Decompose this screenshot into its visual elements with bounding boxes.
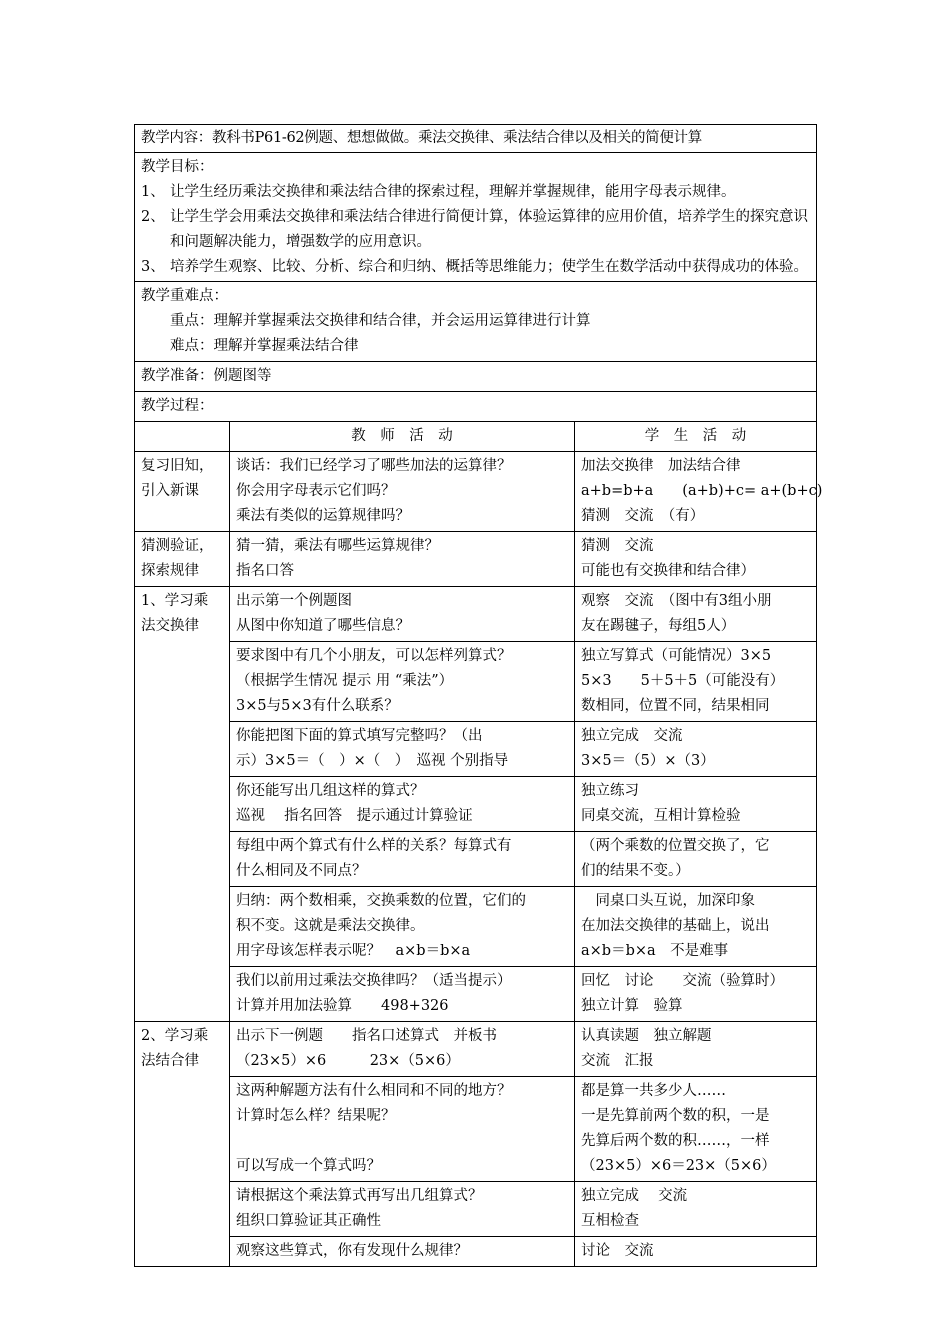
teacher-activity-line: 每组中两个算式有什么样的关系？每算式有 [236,838,512,854]
teacher-activity-cell [230,532,575,587]
teacher-activity-line: 我们以前用过乘法交换律吗？（适当提示） [236,973,512,989]
teacher-activity-line: 乘法有类似的运算规律吗？ [236,508,410,524]
student-activity-line: 一是先算前两个数的积，一是 [581,1108,770,1124]
teaching-content: 教学内容：教科书P61-62例题、想想做做。乘法交换律、乘法结合律以及相关的简便计算 [141,130,702,146]
student-activity-line: 同桌交流，互相计算检验 [581,808,741,824]
student-activity-line: 们的结果不变。） [581,863,690,879]
student-activity-cell [575,887,817,967]
stage-label: 法交换律 [141,618,199,634]
process-row [135,532,817,587]
process-row [135,887,817,967]
student-header: 学 生 活 动 [575,422,817,452]
process-row [135,642,817,722]
student-activity-line: 认真读题 独立解题 [581,1028,712,1044]
teacher-activity-cell [230,452,575,532]
teacher-activity-line: 这两种解题方法有什么相同和不同的地方？ [236,1083,512,1099]
teacher-activity-cell [230,1182,575,1237]
student-activity-line: 互相检查 [581,1213,639,1229]
student-activity-cell [575,1182,817,1237]
student-activity-cell [575,1077,817,1182]
teacher-activity-line: 3×5与5×3有什么联系？ [236,698,399,714]
stage-label: 复习旧知， [141,458,214,474]
teacher-activity-line: 你还能写出几组这样的算式？ [236,783,425,799]
teacher-activity-line: 可以写成一个算式吗？ [236,1158,381,1174]
teacher-activity-line: 要求图中有几个小朋友，可以怎样列算式？ [236,648,512,664]
teacher-activity-line: 你能把图下面的算式填写完整吗？（出 [236,728,483,744]
teacher-activity-line: 谈话：我们已经学习了哪些加法的运算律？ [236,458,512,474]
student-activity-line: 猜测 交流 （有） [581,508,705,524]
process-row [135,832,817,887]
student-activity-cell [575,967,817,1022]
teacher-activity-line: 计算并用加法验算 498+326 [236,998,449,1014]
teacher-activity-line: 从图中你知道了哪些信息？ [236,618,410,634]
stage-cell [135,1022,230,1267]
teacher-activity-line: 归纳：两个数相乘，交换乘数的位置，它们的 [236,893,526,909]
key-point-difficulty: 难点：理解并掌握乘法结合律 [170,338,359,354]
process-row [135,967,817,1022]
process-row [135,1022,817,1077]
student-activity-line: 观察 交流 （图中有3组小朋 [581,593,772,609]
student-activity-cell [575,587,817,642]
objective-item: 1、 让学生经历乘法交换律和乘法结合律的探索过程，理解并掌握规律，能用字母表示规律。 [141,184,736,200]
student-activity-line: 同桌口头互说，加深印象 [581,893,755,909]
process-row [135,722,817,777]
student-activity-line: 可能也有交换律和结合律） [581,563,755,579]
teacher-header: 教 师 活 动 [230,422,575,452]
student-activity-line: 5×3 5＋5＋5（可能没有） [581,673,785,689]
process-row [135,777,817,832]
teacher-activity-cell [230,887,575,967]
student-activity-cell [575,1022,817,1077]
student-activity-line: a×b＝b×a 不是难事 [581,943,729,959]
student-activity-line: 独立计算 验算 [581,998,683,1014]
process-title: 教学过程： [141,398,214,414]
teacher-activity-cell [230,777,575,832]
header-row [135,422,817,452]
key-points-row [135,282,817,362]
student-activity-line: 独立写算式（可能情况）3×5 [581,648,772,664]
student-activity-line: 数相同，位置不同，结果相同 [581,698,770,714]
student-activity-line: （23×5）×6＝23×（5×6） [581,1158,776,1174]
student-activity-line: 讨论 交流 [581,1243,654,1259]
stage-label: 法结合律 [141,1053,199,1069]
key-point-focus: 重点：理解并掌握乘法交换律和结合律，并会运用运算律进行计算 [170,313,591,329]
process-row [135,1182,817,1237]
student-activity-line: 都是算一共多少人…… [581,1083,726,1099]
teacher-activity-cell [230,1077,575,1182]
teacher-activity-line: 你会用字母表示它们吗？ [236,483,396,499]
student-activity-line: 在加法交换律的基础上，说出 [581,918,770,934]
student-activity-cell [575,1237,817,1267]
stage-cell [135,452,230,532]
teacher-activity-line: 巡视 指名回答 提示通过计算验证 [236,808,473,824]
objective-item: 3、 培养学生观察、比较、分析、综合和归纳、概括等思维能力；使学生在数学活动中获得成功的体验。 [141,259,808,275]
teacher-activity-line: （23×5）×6 23×（5×6） [236,1053,460,1069]
student-activity-line: 独立完成 交流 [581,728,683,744]
student-activity-line: 回忆 讨论 交流（验算时） [581,973,784,989]
student-activity-cell [575,777,817,832]
process-title-row [135,392,817,422]
teacher-activity-line: 组织口算验证其正确性 [236,1213,381,1229]
student-activity-cell [575,452,823,532]
stage-label: 1、学习乘 [141,593,209,609]
student-activity-line: 3×5＝（5）×（3） [581,753,715,769]
teacher-activity-line: 什么相同及不同点？ [236,863,367,879]
teacher-activity-line: 积不变。这就是乘法交换律。 [236,918,425,934]
student-activity-line: a+b=b+a (a+b)+c= a+(b+c) [581,483,823,499]
student-activity-cell [575,642,817,722]
process-row [135,587,817,642]
process-row [135,1237,817,1267]
lesson-plan [134,124,823,1267]
teacher-activity-line: 请根据这个乘法算式再写出几组算式？ [236,1188,483,1204]
teacher-activity-line: （根据学生情况 提示 用 “乘法”） [236,673,454,689]
teacher-activity-line [236,1129,568,1154]
teacher-activity-line: 计算时怎么样？结果呢？ [236,1108,396,1124]
process-row [135,452,817,532]
teaching-prep: 教学准备：例题图等 [141,368,272,384]
objectives-title: 教学目标： [141,159,214,175]
teacher-activity-cell [230,722,575,777]
teacher-activity-line: 指名口答 [236,563,294,579]
teacher-activity-cell [230,1237,575,1267]
student-activity-line: （两个乘数的位置交换了，它 [581,838,770,854]
stage-header-cell [135,422,230,452]
teacher-activity-line: 出示第一个例题图 [236,593,352,609]
teacher-activity-line: 出示下一例题 指名口述算式 并板书 [236,1028,497,1044]
teacher-activity-cell [230,587,575,642]
student-activity-line: 加法交换律 加法结合律 [581,458,741,474]
teacher-activity-line: 观察这些算式，你有发现什么规律？ [236,1243,468,1259]
student-activity-cell [575,832,817,887]
process-body [135,452,823,1267]
stage-label: 引入新课 [141,483,199,499]
teacher-activity-cell [230,967,575,1022]
student-activity-cell [575,722,817,777]
content-row [135,125,817,153]
prep-row [135,362,817,392]
student-activity-line: 交流 汇报 [581,1053,654,1069]
student-activity-line: 独立完成 交流 [581,1188,688,1204]
objective-item: 2、 让学生学会用乘法交换律和乘法结合律进行简便计算，体验运算律的应用价值，培养学生的探究意识和问题解决能力，增强数学的应用意识。 [141,209,808,250]
key-points-title: 教学重难点： [141,288,228,304]
objectives-row [135,153,817,282]
teacher-activity-cell [230,642,575,722]
stage-label: 2、学习乘 [141,1028,209,1044]
teacher-activity-cell [230,1022,575,1077]
stage-cell [135,532,230,587]
student-activity-line: 先算后两个数的积……，一样 [581,1133,770,1149]
stage-label: 猜测验证， [141,538,214,554]
student-activity-line: 独立练习 [581,783,639,799]
teacher-activity-line: 示）3×5＝（ ）×（ ） 巡视 个别指导 [236,753,509,769]
process-row [135,1077,817,1182]
student-activity-line: 友在踢毽子，每组5人） [581,618,736,634]
stage-cell [135,587,230,1022]
student-activity-cell [575,532,817,587]
lesson-plan-table [134,124,823,1267]
teacher-activity-line: 用字母该怎样表示呢？ a×b＝b×a [236,943,471,959]
student-activity-line: 猜测 交流 [581,538,654,554]
stage-label: 探索规律 [141,563,199,579]
teacher-activity-line: 猜一猜，乘法有哪些运算规律？ [236,538,439,554]
teacher-activity-cell [230,832,575,887]
